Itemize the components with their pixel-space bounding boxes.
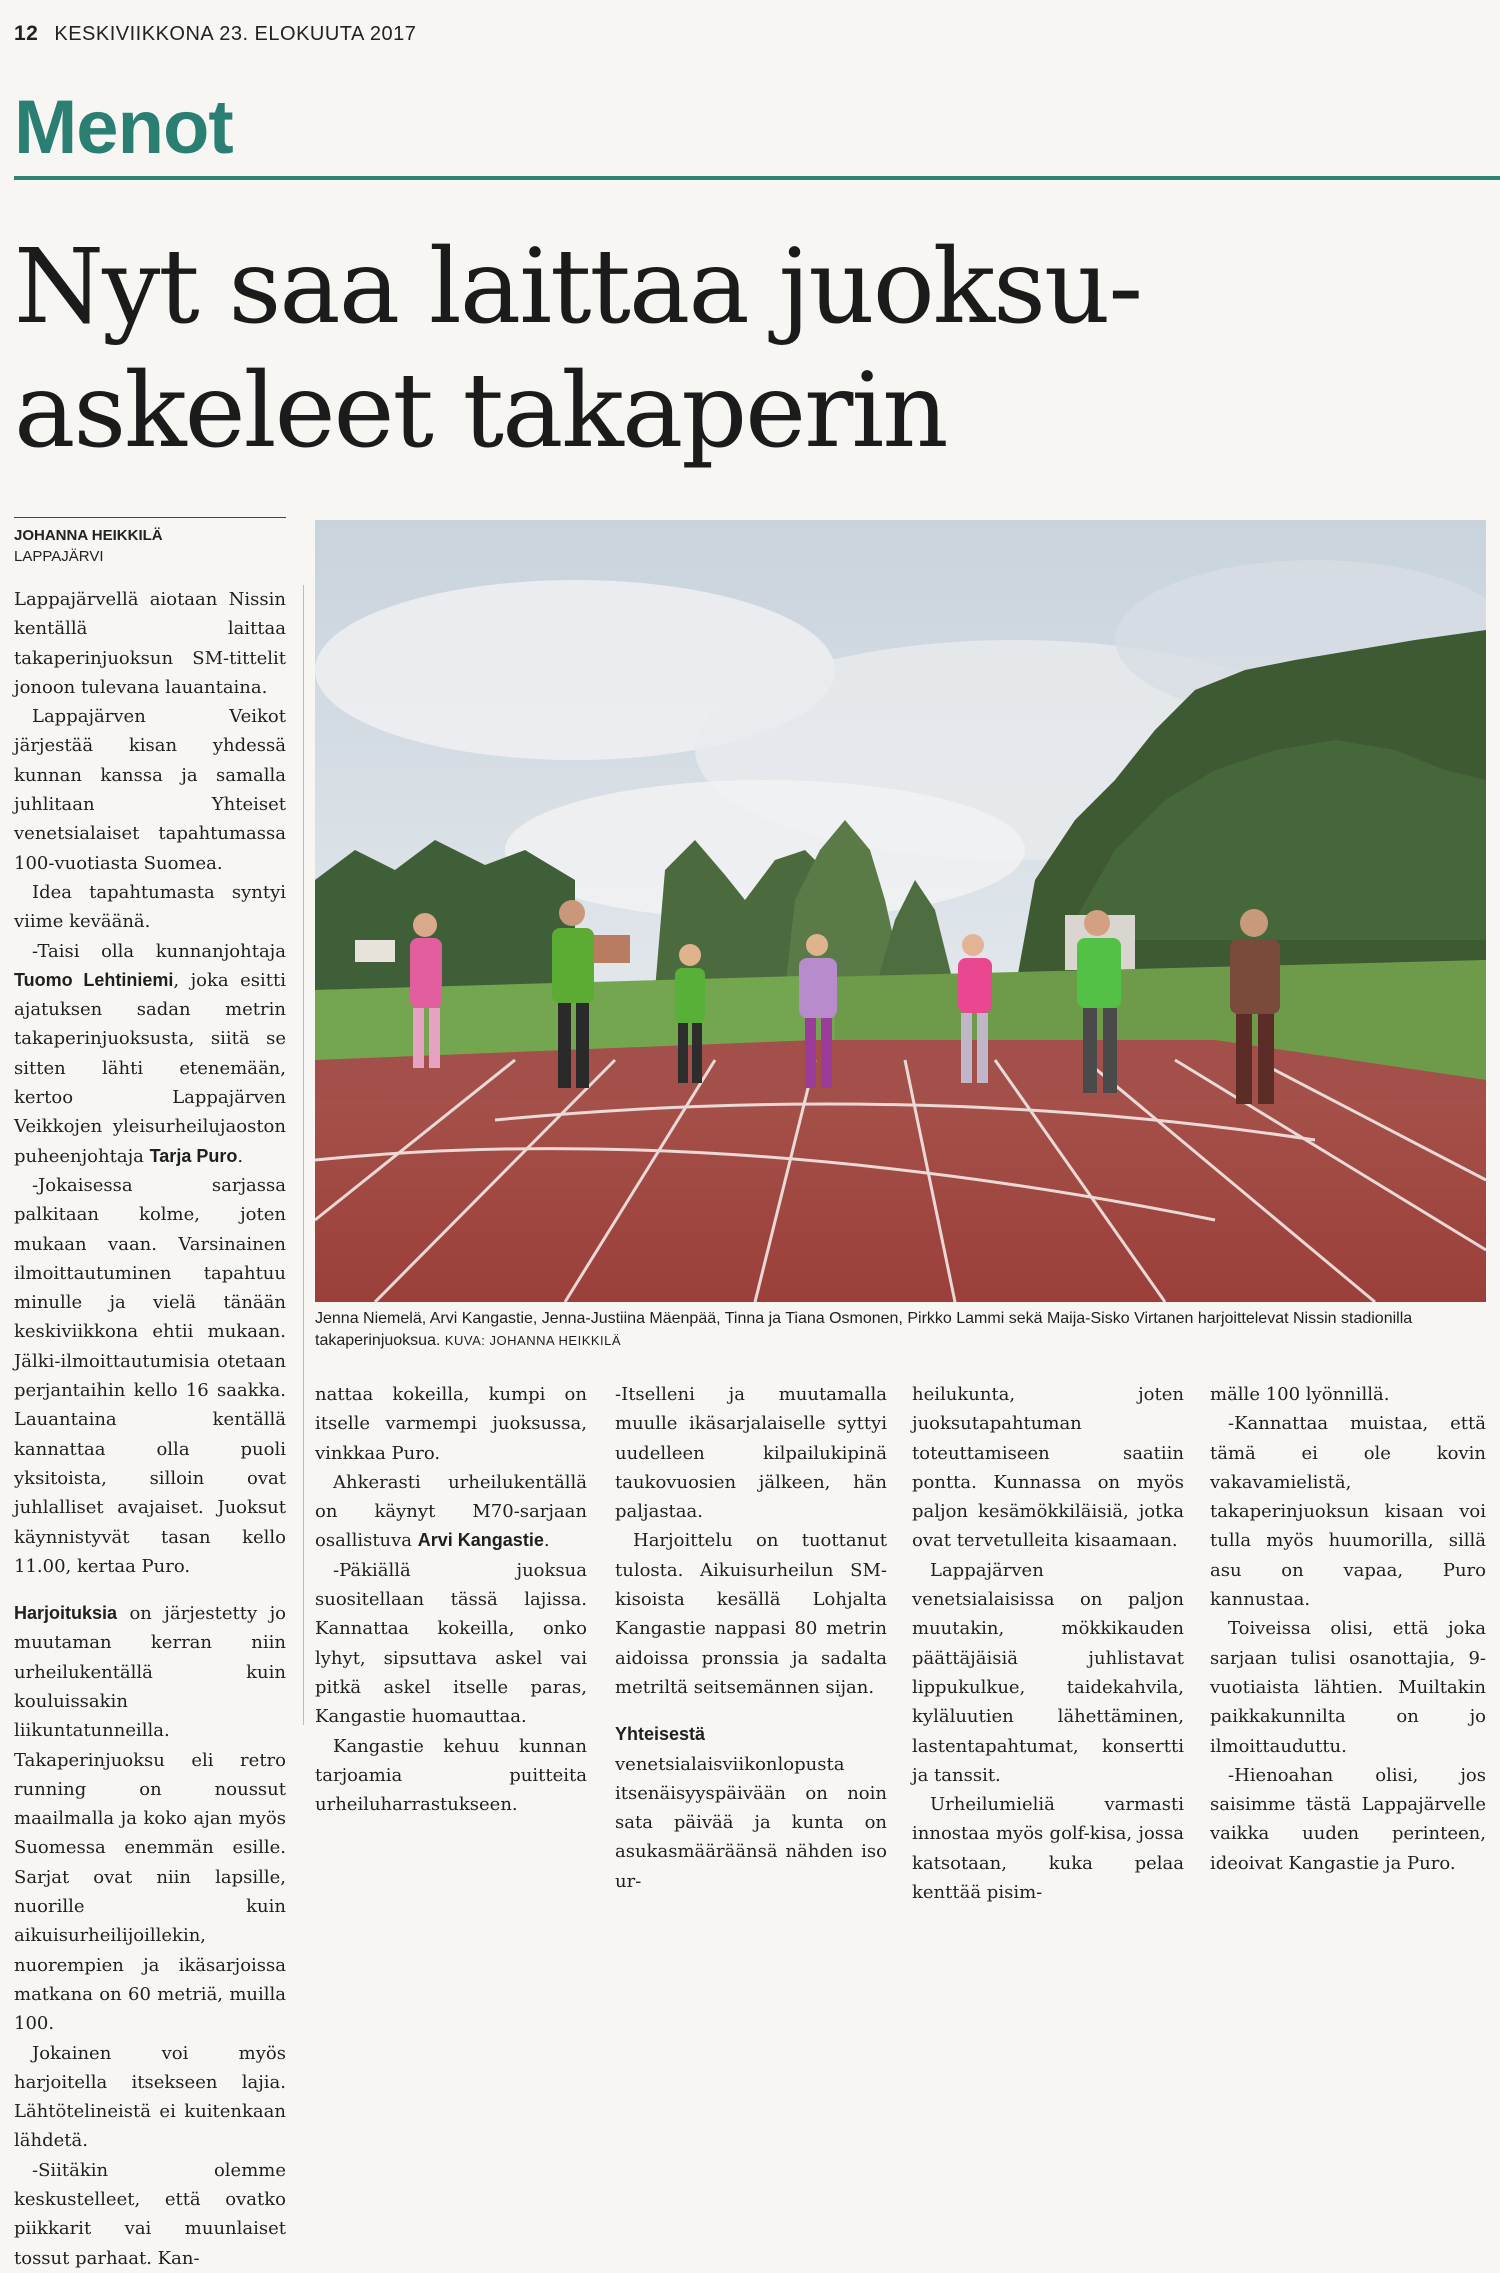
photo-credit: KUVA: JOHANNA HEIKKILÄ bbox=[444, 1333, 622, 1348]
paragraph: Ahkerasti urheilukentällä on käynyt M70-sarjaan osallistuva Arvi Kangastie. bbox=[315, 1471, 587, 1552]
paragraph: heilukunta, joten juoksutapahtuman toteuttamiseen saatiin pontta. Kunnassa on myös paljon kesämökkiläisiä, jotka ovat tervetulleita kisaamaan. bbox=[912, 1384, 1184, 1552]
byline bbox=[14, 525, 163, 567]
paragraph: Idea tapahtumasta syntyi viime keväänä. bbox=[14, 881, 286, 933]
page-number: 12 bbox=[14, 22, 39, 45]
article-column-5 bbox=[1210, 1380, 1486, 1878]
paragraph: Toiveissa olisi, että joka sarjaan tulisi osanottajia, 9-vuotiaista lähtien. Muiltakin paikkakunnilta on jo ilmoittauduttu. bbox=[1210, 1618, 1486, 1757]
paragraph: nattaa kokeilla, kumpi on itselle varmempi juoksussa, vinkkaa Puro. bbox=[315, 1384, 587, 1464]
paragraph: -Jokaisessa sarjassa palkitaan kolme, joten mukaan vaan. Varsinainen ilmoittautuminen tapahtuu minulle ja vielä tänään keskiviikkona ehtii mukaan. Jälki-ilmoittautumisia otetaan perjantaihin kello 16 saakka. Lauantaina kentällä kannattaa olla puoli yksitoista, silloin ovat juhlalliset avajaiset. Juoksut käynnistyvät tasan kello 11.00, kertaa Puro. bbox=[14, 1174, 286, 1577]
running-track-photo bbox=[315, 520, 1486, 1302]
article-column-3 bbox=[615, 1380, 887, 1896]
paragraph: Jokainen voi myös harjoitella itsekseen lajia. Lähtötelineistä ei kuitenkaan lähdetä. bbox=[14, 2042, 286, 2152]
author-name: JOHANNA HEIKKILÄ bbox=[14, 527, 163, 544]
byline-rule bbox=[14, 517, 286, 518]
paragraph: Harjoituksia on järjestetty jo muutaman kerran niin urheilukentällä kuin kouluissakin liikuntatunneilla. Takaperinjuoksu eli retro running on noussut maailmalla ja koko ajan myös Suomessa enemmän esille. Sarjat ovat niin lapsille, nuorille kuin aikuisurheilijoillekin, nuorempien ja ikäsarjoissa matkana on 60 metriä, muilla 100. bbox=[14, 1603, 286, 2035]
section-title: Menot bbox=[14, 85, 233, 170]
headline-line-1: Nyt saa laittaa juoksu- bbox=[14, 227, 1142, 347]
column-divider bbox=[303, 585, 304, 1725]
headline-line-2: askeleet takaperin bbox=[14, 351, 947, 471]
article-column-2 bbox=[315, 1380, 587, 1819]
article-column-1 bbox=[14, 585, 286, 2273]
paragraph: Yhteisestä venetsialaisviikonlopusta itsenäisyyspäivään on noin sata päivää ja kunta on asukasmääräänsä nähden iso ur- bbox=[615, 1724, 887, 1892]
paragraph: -Päkiällä juoksua suositellaan tässä lajissa. Kannattaa kokeilla, onko lyhyt, sipsuttava askel vai pitkä askel itselle paras, Kangastie huomauttaa. bbox=[315, 1559, 587, 1728]
headline bbox=[14, 225, 1141, 473]
paragraph: Lappajärven venetsialaisissa on paljon muutakin, mökkikauden päättäjäisiä juhlistavat lippukulkue, taidekahvila, kyläluutien lähettäminen, lastentapahtumat, konsertti ja tanssit. bbox=[912, 1559, 1184, 1786]
paragraph: -Hienoahan olisi, jos saisimme tästä Lappajärvelle vaikka uuden perinteen, ideoivat Kangastie ja Puro. bbox=[1210, 1764, 1486, 1874]
paragraph: Lappajärven Veikot järjestää kisan yhdessä kunnan kanssa ja samalla juhlitaan Yhteiset venetsialaiset tapahtumassa 100-vuotiasta Suomea. bbox=[14, 706, 286, 874]
paragraph: Harjoittelu on tuottanut tulosta. Aikuisurheilun SM-kisoista kesällä Lohjalta Kangastie nappasi 80 metrin aidoissa pronssia ja sadalta metriltä seitsemännen sijan. bbox=[615, 1530, 887, 1698]
paragraph: mälle 100 lyönnillä. bbox=[1210, 1384, 1390, 1405]
page-header bbox=[14, 22, 416, 46]
person-name: Tarja Puro bbox=[149, 1145, 238, 1166]
paragraph: Urheilumieliä varmasti innostaa myös golf-kisa, jossa katsotaan, kuka pelaa kenttää pisim- bbox=[912, 1794, 1184, 1904]
paragraph: Kangastie kehuu kunnan tarjoamia puitteita urheiluharrastukseen. bbox=[315, 1735, 587, 1816]
person-name: Arvi Kangastie bbox=[417, 1530, 544, 1551]
article-column-4 bbox=[912, 1380, 1184, 1907]
paragraph: -Itselleni ja muutamalla muulle ikäsarjalaiselle syttyi uudelleen kilpailukipinä taukovuosien jälkeen, hän paljastaa. bbox=[615, 1384, 887, 1523]
photo-caption bbox=[315, 1308, 1486, 1352]
lead-word: Yhteisestä bbox=[615, 1724, 706, 1745]
issue-date: KESKIVIIKKONA 23. ELOKUUTA 2017 bbox=[54, 23, 417, 45]
article-photo bbox=[315, 520, 1486, 1302]
paragraph: Lappajärvellä aiotaan Nissin kentällä laittaa takaperinjuoksun SM-tittelit jonoon tulevana lauantaina. bbox=[14, 589, 286, 698]
paragraph: -Kannattaa muistaa, että tämä ei ole kovin vakavamielistä, takaperinjuoksun kisaan voi tulla myös huumorilla, sillä asu on vapaa, Puro kannustaa. bbox=[1210, 1413, 1486, 1611]
section-divider bbox=[14, 176, 1500, 180]
paragraph: -Taisi olla kunnanjohtaja Tuomo Lehtiniemi, joka esitti ajatuksen sadan metrin takaperinjuoksusta, siitä se sitten lähti etenemään, kertoo Lappajärven Veikkojen yleisurheilujaoston puheenjohtaja Tarja Puro. bbox=[14, 940, 286, 1167]
lead-word: Harjoituksia bbox=[14, 1603, 118, 1624]
paragraph: -Siitäkin olemme keskustelleet, että ovatko piikkarit vai muunlaiset tossut parhaat. Kan- bbox=[14, 2159, 286, 2269]
dateline: LAPPAJÄRVI bbox=[14, 548, 104, 565]
caption-text: Jenna Niemelä, Arvi Kangastie, Jenna-Justiina Mäenpää, Tinna ja Tiana Osmonen, Pirkko Lammi sekä Maija-Sisko Virtanen harjoittelevat Nissin stadionilla takaperinjuoksua. bbox=[315, 1310, 1413, 1349]
person-name: Tuomo Lehtiniemi bbox=[14, 969, 174, 990]
